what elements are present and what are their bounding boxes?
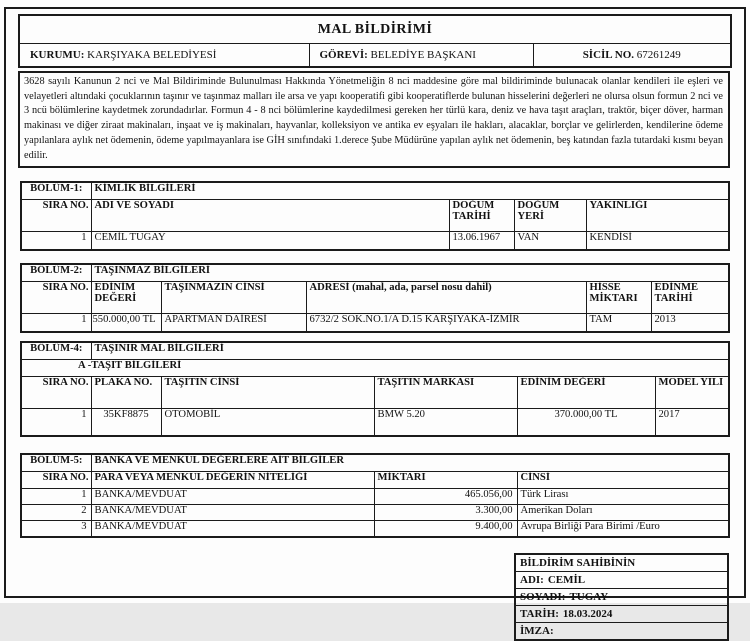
declaration-soyadi-row bbox=[515, 589, 728, 606]
bolum5-row3-sira: 3 bbox=[21, 521, 91, 538]
bolum4-row-cins: OTOMOBİL bbox=[161, 409, 374, 437]
bolum4-row-edinim: 370.000,00 TL bbox=[517, 409, 655, 437]
soyadi-label: SOYADI: bbox=[520, 591, 566, 604]
bolum1-row-adi: CEMİL TUGAY bbox=[91, 232, 449, 251]
bolum1-label: BÖLÜM-1: bbox=[21, 182, 91, 200]
bolum5-row1-miktar: 465.056,00 bbox=[374, 489, 517, 505]
bolum4-col-plaka: PLAKA NO. bbox=[91, 377, 161, 409]
form-header-table bbox=[18, 14, 732, 68]
page-border bbox=[4, 7, 746, 638]
table-row bbox=[21, 505, 729, 521]
bolum2-col-adres: ADRESİ (mahal, ada, parsel nosu dahil) bbox=[306, 282, 586, 314]
bolum4-col-sira: SIRA NO. bbox=[21, 377, 91, 409]
bolum2-table bbox=[20, 263, 730, 333]
declaration-adi-row bbox=[515, 572, 728, 589]
bolum4-row-sira: 1 bbox=[21, 409, 91, 437]
bolum5-row1-cins: Türk Lirası bbox=[517, 489, 729, 505]
table-row bbox=[21, 409, 729, 437]
bolum2-row-adres: 6732/2 SOK.NO.1/A D.15 KARŞIYAKA-İZMİR bbox=[306, 314, 586, 333]
gorevi-cell bbox=[309, 44, 533, 68]
bolum5-col-sira: SIRA NO. bbox=[21, 472, 91, 489]
bolum2-col-edinme: EDİNME TARİHİ bbox=[651, 282, 729, 314]
declaration-owner-box bbox=[514, 553, 729, 641]
bolum4-col-edinim: EDİNİM DEĞERİ bbox=[517, 377, 655, 409]
bolum5-row2-nitelik: BANKA/MEVDUAT bbox=[91, 505, 374, 521]
bolum5-row2-miktar: 3.300,00 bbox=[374, 505, 517, 521]
bolum2-col-sira: SIRA NO. bbox=[21, 282, 91, 314]
instructions-paragraph: 3628 sayılı Kanunun 2 nci ve Mal Bildiriminde Bulunulması Hakkında Yönetmeliğin 8 nci maddesine göre mal bildiriminde bulunacak olanlar kendileri ile eşleri ve velayetleri altındaki çocuklarının taşınır ve taşınmaz malları ile arsa ve yapı kooperatifi gibi kooperatiflerde bulunan hisselerini değerleri ne olursa olsun formun 2 nci ve 3 ncü bölümlerine kaydetmek zorundadırlar. Formun 4 - 8 nci bölümlerine kaydedilmesi gereken her türlü kara, deniz ve hava taşıt araçları, traktör, biçer döver, harman makinası ve diğer ziraat makinaları, inşaat ve iş makinaları, hayvanlar, kolleksiyon ve antika ev eşyaları ile hakları, alacaklar, borçlar ve gelirlerden, kendilerine ödeme yapılanlara aylık net ödemenin, ödeme yapılmayanlara ise GİH sınıfındaki 1.derece Şube Müdürüne yapılan aylık net ödemenin, beş katından fazla tutardaki kısmı beyan edilir. bbox=[18, 71, 730, 168]
kurumu-label: KURUMU: bbox=[30, 49, 85, 61]
bolum2-col-hisse: HİSSE MİKTARI bbox=[586, 282, 651, 314]
bolum5-table bbox=[20, 453, 730, 538]
bolum5-row2-cins: Amerikan Doları bbox=[517, 505, 729, 521]
declaration-tarih-row bbox=[515, 606, 728, 623]
kurumu-cell bbox=[19, 44, 309, 68]
bolum1-row-dogum-tarihi: 13.06.1967 bbox=[449, 232, 514, 251]
bolum5-col-miktar: MİKTARI bbox=[374, 472, 517, 489]
declaration-title: BİLDİRİM SAHİBİNİN bbox=[515, 554, 728, 572]
bolum2-row-hisse: TAM bbox=[586, 314, 651, 333]
form-title: MAL BİLDİRİMİ bbox=[19, 15, 731, 44]
imza-label: İMZA: bbox=[520, 625, 554, 638]
bolum1-col-yakinlik: YAKINLIĞI bbox=[586, 200, 729, 232]
bolum5-row1-nitelik: BANKA/MEVDUAT bbox=[91, 489, 374, 505]
bolum5-row3-miktar: 9.400,00 bbox=[374, 521, 517, 538]
bolum5-row3-cins: Avrupa Birliği Para Birimi /Euro bbox=[517, 521, 729, 538]
bolum4-col-marka: TAŞITIN MARKASI bbox=[374, 377, 517, 409]
bolum1-table bbox=[20, 181, 730, 251]
sicil-value: 67261249 bbox=[636, 49, 681, 61]
adi-value: CEMİL bbox=[547, 574, 586, 587]
bolum4-subtitle: A -TAŞIT BİLGİLERİ bbox=[21, 360, 729, 377]
bolum1-col-dogum-tarihi: DOĞUM TARİHİ bbox=[449, 200, 514, 232]
bolum4-col-cins: TAŞITIN CİNSİ bbox=[161, 377, 374, 409]
bolum5-row2-sira: 2 bbox=[21, 505, 91, 521]
bolum4-col-model: MODEL YILI bbox=[655, 377, 729, 409]
bolum1-col-sira: SIRA NO. bbox=[21, 200, 91, 232]
bolum5-label: BÖLÜM-5: bbox=[21, 454, 91, 472]
table-row bbox=[21, 489, 729, 505]
kurumu-value: KARŞIYAKA BELEDİYESİ bbox=[87, 49, 217, 61]
bolum2-label: BÖLÜM-2: bbox=[21, 264, 91, 282]
bolum2-title: TAŞINMAZ BİLGİLERİ bbox=[91, 264, 729, 282]
tarih-label: TARİH: bbox=[520, 608, 559, 621]
bolum1-row-dogum-yeri: VAN bbox=[514, 232, 586, 251]
bolum4-table bbox=[20, 341, 730, 437]
bolum1-col-adi: ADI VE SOYADI bbox=[91, 200, 449, 232]
bolum2-row-cins: APARTMAN DAİRESİ bbox=[161, 314, 306, 333]
bolum1-title: KİMLİK BİLGİLERİ bbox=[91, 182, 729, 200]
gorevi-label: GÖREVİ: bbox=[319, 49, 368, 61]
bolum5-col-cins: CİNSİ bbox=[517, 472, 729, 489]
bolum2-col-edinim: EDİNİM DEĞERİ bbox=[91, 282, 161, 314]
bolum5-row3-nitelik: BANKA/MEVDUAT bbox=[91, 521, 374, 538]
bolum2-row-edinme: 2013 bbox=[651, 314, 729, 333]
bolum1-row-yakinlik: KENDİSİ bbox=[586, 232, 729, 251]
table-row bbox=[21, 232, 729, 251]
gorevi-value: BELEDİYE BAŞKANI bbox=[370, 49, 476, 61]
bolum2-col-cins: TAŞINMAZIN CİNSİ bbox=[161, 282, 306, 314]
bolum1-row-sira: 1 bbox=[21, 232, 91, 251]
bolum2-row-edinim: 550.000,00 TL bbox=[91, 314, 161, 333]
bolum1-col-dogum-yeri: DOĞUM YERİ bbox=[514, 200, 586, 232]
soyadi-value: TUGAY bbox=[569, 591, 609, 604]
bolum5-title: BANKA VE MENKUL DEĞERLERE AİT BİLGİLER bbox=[91, 454, 729, 472]
bolum4-label: BÖLÜM-4: bbox=[21, 342, 91, 360]
tarih-value: 18.03.2024 bbox=[562, 608, 613, 621]
bolum4-row-plaka: 35KF8875 bbox=[91, 409, 161, 437]
table-row bbox=[21, 314, 729, 333]
bolum5-row1-sira: 1 bbox=[21, 489, 91, 505]
bolum2-row-sira: 1 bbox=[21, 314, 91, 333]
bolum4-row-marka: BMW 5.20 bbox=[374, 409, 517, 437]
declaration-imza-row bbox=[515, 623, 728, 641]
table-row bbox=[21, 521, 729, 538]
sicil-cell bbox=[533, 44, 731, 68]
bolum4-title: TAŞINIR MAL BİLGİLERİ bbox=[91, 342, 729, 360]
bolum5-col-nitelik: PARA VEYA MENKUL DEĞERİN NİTELİĞİ bbox=[91, 472, 374, 489]
adi-label: ADI: bbox=[520, 574, 544, 587]
bolum4-row-model: 2017 bbox=[655, 409, 729, 437]
sicil-label: SİCİL NO. bbox=[582, 49, 635, 61]
